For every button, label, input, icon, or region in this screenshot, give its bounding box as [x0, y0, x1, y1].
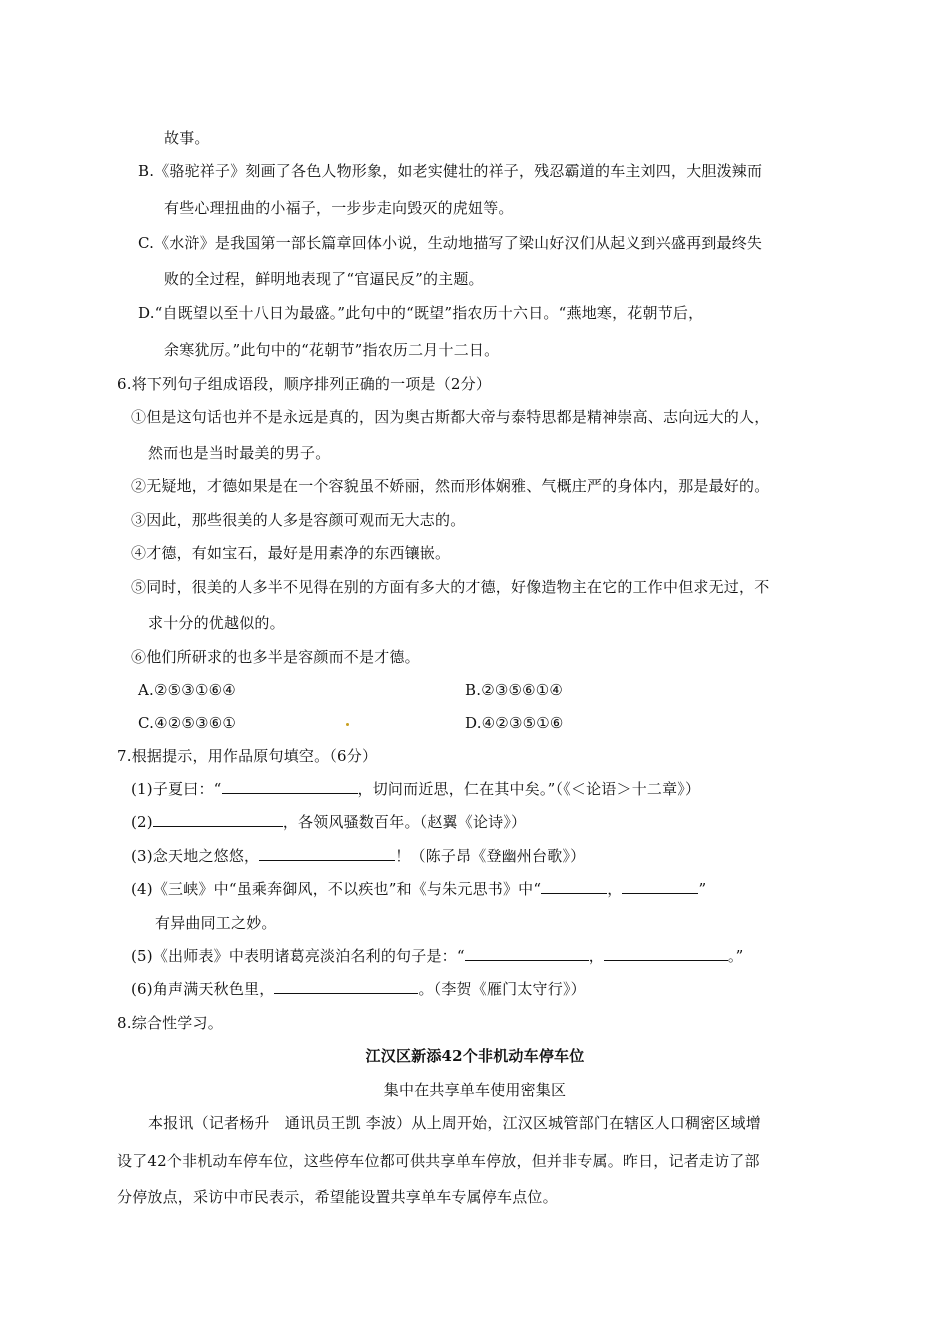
q8-stem: 8.综合性学习。	[117, 1014, 223, 1032]
q6-sentence-6: ⑥他们所研求的也多半是容颜而不是才德。	[131, 648, 420, 666]
fill-blank[interactable]	[259, 846, 395, 861]
stray-dot	[346, 723, 349, 726]
fill-blank[interactable]	[465, 946, 589, 961]
q6-sentence-5-line2: 求十分的优越似的。	[148, 614, 285, 632]
news-headline: 江汉区新添42个非机动车停车位	[365, 1047, 585, 1065]
fill-blank[interactable]	[222, 779, 358, 794]
q6-sentence-2: ②无疑地，才德如果是在一个容貌虽不娇丽，然而形体娴雅、气概庄严的身体内，那是最好的。	[131, 477, 770, 495]
q5-option-a-tail: 故事。	[164, 129, 210, 147]
q7-item-4-line1: (4)《三峡》中“虽乘奔御风，不以疾也”和《与朱元思书》中“ ， ”	[131, 880, 707, 898]
q5-option-d-line1: D.“自既望以至十八日为最盛。”此句中的“既望”指农历十六日。“燕地寒，花朝节后，	[138, 304, 704, 322]
q6-sentence-1-line1: ①但是这句话也并不是永远是真的，因为奥古斯都大帝与泰特思都是精神崇高、志向远大的人，	[131, 408, 770, 426]
q7-stem: 7.根据提示，用作品原句填空。（6分）	[117, 747, 378, 765]
q5-option-c-line2: 败的全过程，鲜明地表现了“官逼民反”的主题。	[164, 270, 484, 288]
fill-blank[interactable]	[604, 946, 728, 961]
q6-stem: 6.将下列句子组成语段，顺序排列正确的一项是（2分）	[117, 375, 492, 393]
fill-blank[interactable]	[541, 879, 607, 894]
q5-option-c-line1: C.《水浒》是我国第一部长篇章回体小说，生动地描写了梁山好汉们从起义到兴盛再到最终失	[138, 234, 763, 252]
q7-item-2: (2) ，各领风骚数百年。（赵翼《论诗》）	[131, 813, 527, 831]
q6-option-c: C.④②⑤③⑥①	[138, 714, 236, 732]
q6-sentence-3: ③因此，那些很美的人多是容颜可观而无大志的。	[131, 511, 466, 529]
q7-item-6: (6)角声满天秋色里， 。（李贺《雁门太守行》）	[131, 980, 586, 998]
fill-blank[interactable]	[622, 879, 698, 894]
q6-option-a: A.②⑤③①⑥④	[138, 681, 236, 699]
q7-item-5: (5)《出师表》中表明诸葛亮淡泊名利的句子是：“ ， 。”	[131, 947, 744, 965]
fill-blank[interactable]	[153, 812, 283, 827]
q6-sentence-4: ④才德，有如宝石，最好是用素净的东西镶嵌。	[131, 544, 451, 562]
q6-sentence-5-line1: ⑤同时，很美的人多半不见得在别的方面有多大的才德，好像造物主在它的工作中但求无过，不	[131, 578, 770, 596]
news-paragraph-line3: 分停放点，采访中市民表示，希望能设置共享单车专属停车点位。	[117, 1188, 558, 1206]
q5-option-b-line2: 有些心理扭曲的小福子，一步步走向毁灭的虎妞等。	[164, 199, 514, 217]
q6-option-b: B.②③⑤⑥①④	[465, 681, 564, 699]
q7-item-1: (1)子夏曰：“ ，切问而近思，仁在其中矣。”（《＜论语＞十二章》）	[131, 780, 701, 798]
news-paragraph-line1: 本报讯（记者杨升 通讯员王凯 李波）从上周开始，江汉区城管部门在辖区人口稠密区域增	[148, 1114, 761, 1132]
q5-option-b-line1: B.《骆驼祥子》刻画了各色人物形象，如老实健壮的祥子，残忍霸道的车主刘四，大胆泼辣而	[138, 162, 763, 180]
fill-blank[interactable]	[274, 979, 418, 994]
q7-item-3: (3)念天地之悠悠， ！（陈子昂《登幽州台歌》）	[131, 847, 586, 865]
news-paragraph-line2: 设了42个非机动车停车位，这些停车位都可供共享单车停放，但并非专属。昨日，记者走访了部	[117, 1152, 760, 1170]
q7-item-4-line2: 有异曲同工之妙。	[155, 914, 277, 932]
q6-sentence-1-line2: 然而也是当时最美的男子。	[148, 444, 331, 462]
news-subheadline: 集中在共享单车使用密集区	[383, 1081, 567, 1099]
q5-option-d-line2: 余寒犹厉。”此句中的“花朝节”指农历二月十二日。	[164, 341, 500, 359]
q6-option-d: D.④②③⑤①⑥	[465, 714, 564, 732]
